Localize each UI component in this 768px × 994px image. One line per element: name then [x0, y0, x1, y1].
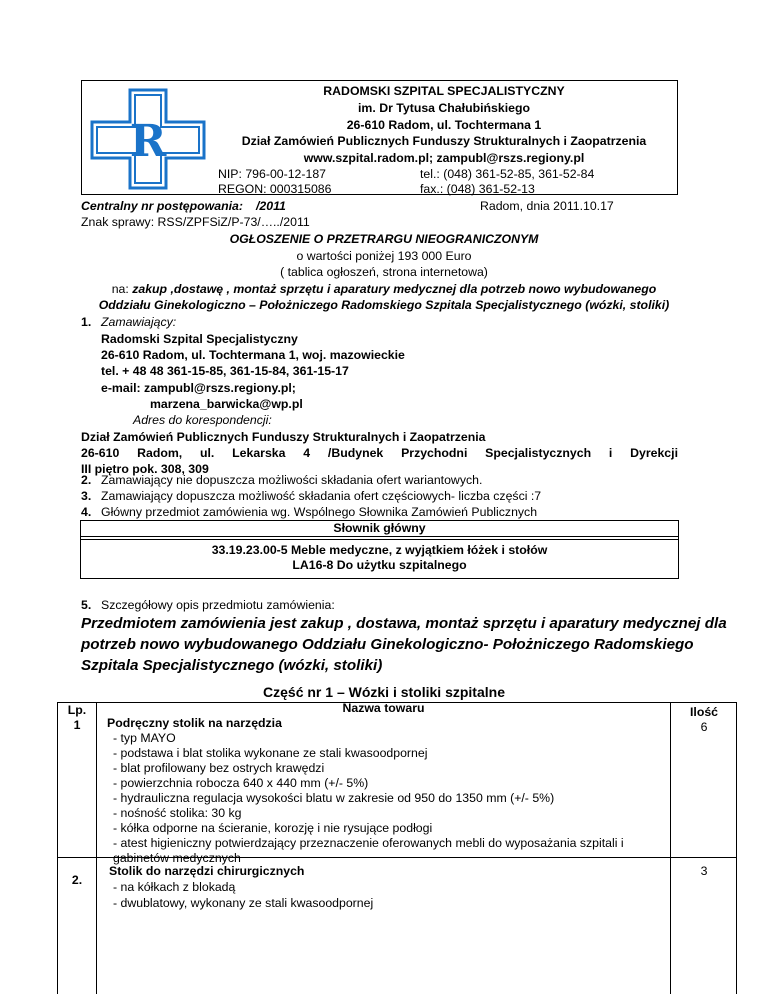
addr-word: i — [608, 446, 613, 460]
announcement-subject-line2: Oddziału Ginekologiczno – Położniczego Radomskiego Szpitala Specjalistycznego (wózki, stoliki) — [98, 298, 670, 312]
table-column-divider — [96, 702, 97, 994]
row1-spec: - powierzchnia robocza 640 x 440 mm (+/- 5%) — [113, 776, 369, 790]
announcement-publication: ( tablica ogłoszeń, strona internetowa) — [280, 265, 488, 279]
institution-web-email: www.szpital.radom.pl; zampubl@rszs.regiony.pl — [303, 151, 585, 165]
section4-number: 4. — [81, 505, 92, 519]
addr-word: Przychodni — [401, 446, 468, 460]
regon: REGON: 000315086 — [218, 182, 332, 196]
cpv-code-2: LA16-8 Do użytku szpitalnego — [292, 558, 467, 572]
nip: NIP: 796-00-12-187 — [218, 167, 327, 181]
addr-word: Specjalistycznych — [485, 446, 592, 460]
correspondence-department: Dział Zamówień Publicznych Funduszy Strukturalnych i Zaopatrzenia — [81, 430, 486, 444]
cpv-table-divider — [80, 539, 679, 540]
institution-address: 26-610 Radom, ul. Tochtermana 1 — [346, 118, 542, 132]
logo-letter: R — [129, 116, 167, 167]
buyer-name: Radomski Szpital Specjalistyczny — [101, 332, 298, 346]
row1-spec: - hydrauliczna regulacja wysokości blatu w zakresie od 950 do 1350 mm (+/- 5%) — [113, 791, 555, 805]
header-qty: Ilość — [689, 705, 719, 719]
city-date: Radom, dnia 2011.10.17 — [480, 199, 614, 213]
hospital-cross-logo — [86, 86, 210, 192]
correspondence-address — [81, 446, 678, 461]
row1-spec: - typ MAYO — [113, 731, 176, 745]
subject-text-1: zakup ,dostawę , montaż sprzętu i aparatury medycznej dla potrzeb nowo wybudowanego — [132, 282, 657, 296]
row2-spec: - na kółkach z blokadą — [113, 880, 236, 894]
cpv-header: Słownik główny — [333, 521, 426, 535]
row1-lp: 1 — [73, 718, 81, 732]
row1-spec: gabinetów medycznych — [113, 851, 241, 865]
section1-number: 1. — [81, 315, 92, 329]
row1-product-name: Podręczny stolik na narzędzia — [107, 716, 282, 730]
addr-word: Lekarska — [232, 446, 286, 460]
row2-spec: - dwublatowy, wykonany ze stali kwasoodpornej — [113, 896, 374, 910]
row2-qty: 3 — [700, 864, 708, 878]
addr-word: 4 — [303, 446, 311, 460]
correspondence-floor: III piętro pok. 308, 309 — [81, 462, 209, 476]
header-lp: Lp. — [67, 703, 87, 717]
institution-patron: im. Dr Tytusa Chałubińskiego — [358, 101, 530, 115]
row1-qty: 6 — [700, 720, 708, 734]
section5-description-1: Przedmiotem zamówienia jest zakup , dostawa, montaż sprzętu i aparatury medycznej dla — [81, 615, 727, 632]
buyer-email-2: marzena_barwicka@wp.pl — [150, 397, 303, 411]
announcement-title: OGŁOSZENIE O PRZETRARGU NIEOGRANICZONYM — [229, 232, 539, 246]
addr-word: Dyrekcji — [630, 446, 678, 460]
case-number-label: Centralny nr postępowania: — [81, 199, 243, 213]
institution-name: RADOMSKI SZPITAL SPECJALISTYCZNY — [323, 84, 565, 98]
section3-text: Zamawiający dopuszcza możliwość składania ofert częściowych- liczba części :7 — [101, 489, 542, 503]
cpv-code-1: 33.19.23.00-5 Meble medyczne, z wyjątkiem łóżek i stołów — [211, 543, 548, 557]
section5-description-3: Szpitala Specjalistycznego (wózki, stoliki) — [81, 657, 383, 674]
section5-number: 5. — [81, 598, 92, 612]
addr-word: /Budynek — [327, 446, 384, 460]
addr-word: ul. — [199, 446, 215, 460]
section2-number: 2. — [81, 473, 92, 487]
section2-text: Zamawiający nie dopuszcza możliwości składania ofert wariantowych. — [101, 473, 483, 487]
section3-number: 3. — [81, 489, 92, 503]
announcement-subject-line1 — [0, 282, 768, 297]
row1-spec: - blat profilowany bez ostrych krawędzi — [113, 761, 325, 775]
subject-prefix: na: — [111, 282, 133, 296]
row2-product-name: Stolik do narzędzi chirurgicznych — [109, 864, 305, 878]
row1-spec: - kółka odporne na ścieranie, korozję i nie rysujące podłogi — [113, 821, 433, 835]
fax: fax.: (048) 361-52-13 — [420, 182, 535, 196]
header-name: Nazwa towaru — [342, 701, 425, 715]
section5-description-2: potrzeb nowo wybudowanego Oddziału Ginekologiczno- Położniczego Radomskiego — [81, 636, 694, 653]
table-column-divider — [670, 702, 671, 994]
phone: tel.: (048) 361-52-85, 361-52-84 — [420, 167, 595, 181]
file-reference: Znak sprawy: RSS/ZPFSiZ/P-73/…../2011 — [81, 215, 310, 229]
addr-word: Radom, — [137, 446, 183, 460]
institution-department: Dział Zamówień Publicznych Funduszy Strukturalnych i Zaopatrzenia — [241, 134, 647, 148]
announcement-value: o wartości poniżej 193 000 Euro — [296, 249, 472, 263]
row1-spec: - nośność stolika: 30 kg — [113, 806, 242, 820]
row1-spec: - atest higieniczny potwierdzający przeznaczenie oferowanych mebli do wyposażania szpitali i — [113, 836, 624, 850]
correspondence-label: Adres do korespondencji: — [133, 413, 272, 427]
section1-label: Zamawiający: — [101, 315, 177, 329]
row1-spec: - podstawa i blat stolika wykonane ze stali kwasoodpornej — [113, 746, 428, 760]
buyer-address: 26-610 Radom, ul. Tochtermana 1, woj. mazowieckie — [101, 348, 405, 362]
cpv-table-divider — [80, 536, 679, 537]
buyer-email: e-mail: zampubl@rszs.regiony.pl; — [101, 381, 296, 395]
section4-text: Główny przedmiot zamówienia wg. Wspólnego Słownika Zamówień Publicznych — [101, 505, 538, 519]
part1-title: Część nr 1 – Wózki i stoliki szpitalne — [263, 684, 505, 700]
section5-label: Szczegółowy opis przedmiotu zamówienia: — [101, 598, 335, 612]
addr-word: 26-610 — [81, 446, 120, 460]
case-number-value: /2011 — [256, 199, 286, 213]
row2-lp: 2. — [71, 873, 83, 887]
buyer-phone: tel. + 48 48 361-15-85, 361-15-84, 361-15-17 — [101, 364, 349, 378]
